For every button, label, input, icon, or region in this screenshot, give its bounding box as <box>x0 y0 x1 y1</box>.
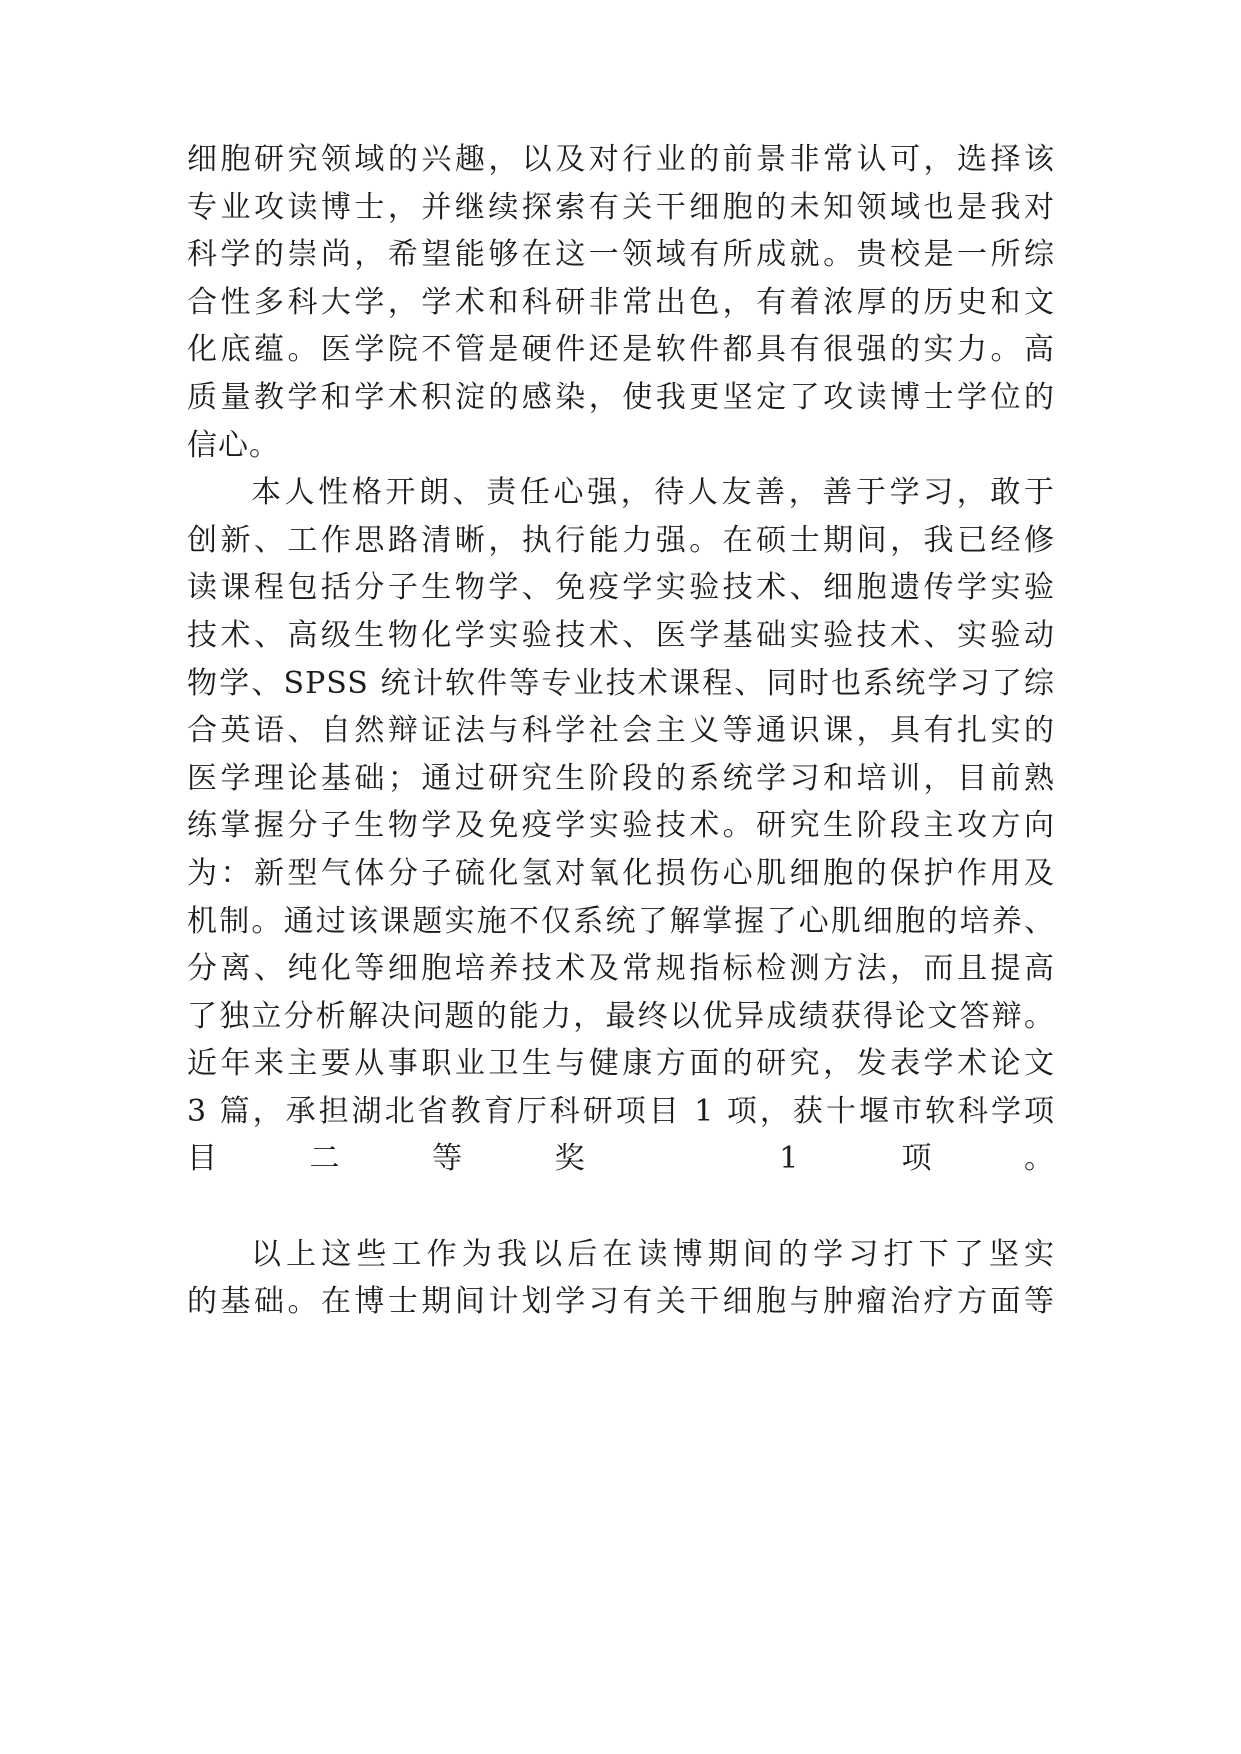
text-line: 3 篇，承担湖北省教育厅科研项目 1 项，获十堰市软科学项 <box>187 1093 1055 1129</box>
text-line: 分离、纯化等细胞培养技术及常规指标检测方法，而且提高 <box>187 951 1055 987</box>
paragraph-3 <box>187 1231 1055 1326</box>
text-line: 质量教学和学术积淀的感染，使我更坚定了攻读博士学位的 <box>187 379 1055 415</box>
text-line: 物学、SPSS 统计软件等专业技术课程、同时也系统学习了综 <box>187 665 1055 701</box>
text-line: 目二等奖 1 项。 <box>187 1141 1055 1177</box>
text-line: 近年来主要从事职业卫生与健康方面的研究，发表学术论文 <box>187 1046 1055 1082</box>
text-line: 读课程包括分子生物学、免疫学实验技术、细胞遗传学实验 <box>187 570 1055 606</box>
text-line: 本人性格开朗、责任心强，待人友善，善于学习，敢于 <box>251 475 1055 511</box>
body-text <box>187 136 1055 1326</box>
text-line: 专业攻读博士，并继续探索有关干细胞的未知领域也是我对 <box>187 189 1055 225</box>
paragraph-2 <box>187 469 1055 1231</box>
text-line: 机制。通过该课题实施不仅系统了解掌握了心肌细胞的培养、 <box>187 903 1055 939</box>
text-line: 了独立分析解决问题的能力，最终以优异成绩获得论文答辩。 <box>187 998 1055 1034</box>
text-line <box>187 1183 1055 1231</box>
paragraph-1 <box>187 136 1055 469</box>
text-line: 创新、工作思路清晰，执行能力强。在硕士期间，我已经修 <box>187 522 1055 558</box>
text-line: 的基础。在博士期间计划学习有关干细胞与肿瘤治疗方面等 <box>187 1284 1055 1320</box>
text-line: 科学的崇尚，希望能够在这一领域有所成就。贵校是一所综 <box>187 237 1055 273</box>
text-line: 医学理论基础；通过研究生阶段的系统学习和培训，目前熟 <box>187 760 1055 796</box>
text-line: 信心。 <box>187 427 280 463</box>
text-line: 合英语、自然辩证法与科学社会主义等通识课，具有扎实的 <box>187 713 1055 749</box>
text-line: 练掌握分子生物学及免疫学实验技术。研究生阶段主攻方向 <box>187 808 1055 844</box>
text-line: 为：新型气体分子硫化氢对氧化损伤心肌细胞的保护作用及 <box>187 855 1055 891</box>
text-line: 以上这些工作为我以后在读博期间的学习打下了坚实 <box>251 1236 1055 1272</box>
text-line: 合性多科大学，学术和科研非常出色，有着浓厚的历史和文 <box>187 284 1055 320</box>
text-line: 技术、高级生物化学实验技术、医学基础实验技术、实验动 <box>187 617 1055 653</box>
text-line: 化底蕴。医学院不管是硬件还是软件都具有很强的实力。高 <box>187 332 1055 368</box>
text-line: 细胞研究领域的兴趣，以及对行业的前景非常认可，选择该 <box>187 142 1055 177</box>
